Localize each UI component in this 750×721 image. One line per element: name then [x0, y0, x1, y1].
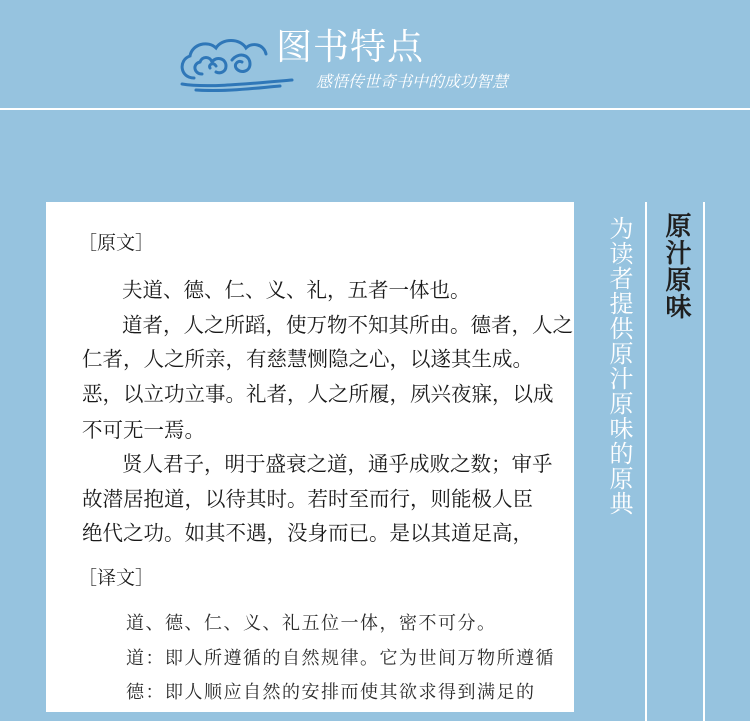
original-line: 夫道、德、仁、义、礼，五者一体也。: [122, 278, 471, 302]
vertical-title: 原汁原味: [661, 212, 691, 320]
original-line: 道者，人之所蹈，使万物不知其所由。德者，人之: [122, 313, 573, 337]
vertical-divider-left: [645, 202, 647, 721]
original-line: 恶，以立功立事。礼者，人之所履，夙兴夜寐，以成: [82, 382, 554, 406]
translation-line: 道、德、仁、义、礼五位一体，密不可分。: [126, 613, 497, 634]
original-line: 仁者，人之所亲，有慈慧恻隐之心，以遂其生成。: [82, 347, 533, 371]
header-title: 图书特点: [276, 27, 425, 68]
original-line: 不可无一焉。: [82, 418, 205, 442]
translation-line: 道：即人所遵循的自然规律。它为世间万物所遵循: [126, 648, 555, 669]
translation-line: 德：即人顺应自然的安排而使其欲求得到满足的: [126, 682, 536, 703]
original-text-heading: ［原文］: [78, 232, 155, 254]
document-page: [46, 202, 574, 712]
original-line: 故潜居抱道，以待其时。若时至而行，则能极人臣: [82, 487, 533, 511]
original-line: 绝代之功。如其不遇，没身而已。是以其道足高，: [82, 521, 533, 545]
vertical-tagline: 为读者提供原汁原味的原典: [605, 216, 633, 516]
header-subtitle: 感悟传世奇书中的成功智慧: [316, 72, 509, 91]
vertical-divider-right: [703, 202, 705, 721]
header-divider: [0, 108, 750, 110]
translation-heading: ［译文］: [78, 567, 155, 589]
original-line: 贤人君子，明于盛衰之道，通乎成败之数；审乎: [122, 452, 553, 476]
